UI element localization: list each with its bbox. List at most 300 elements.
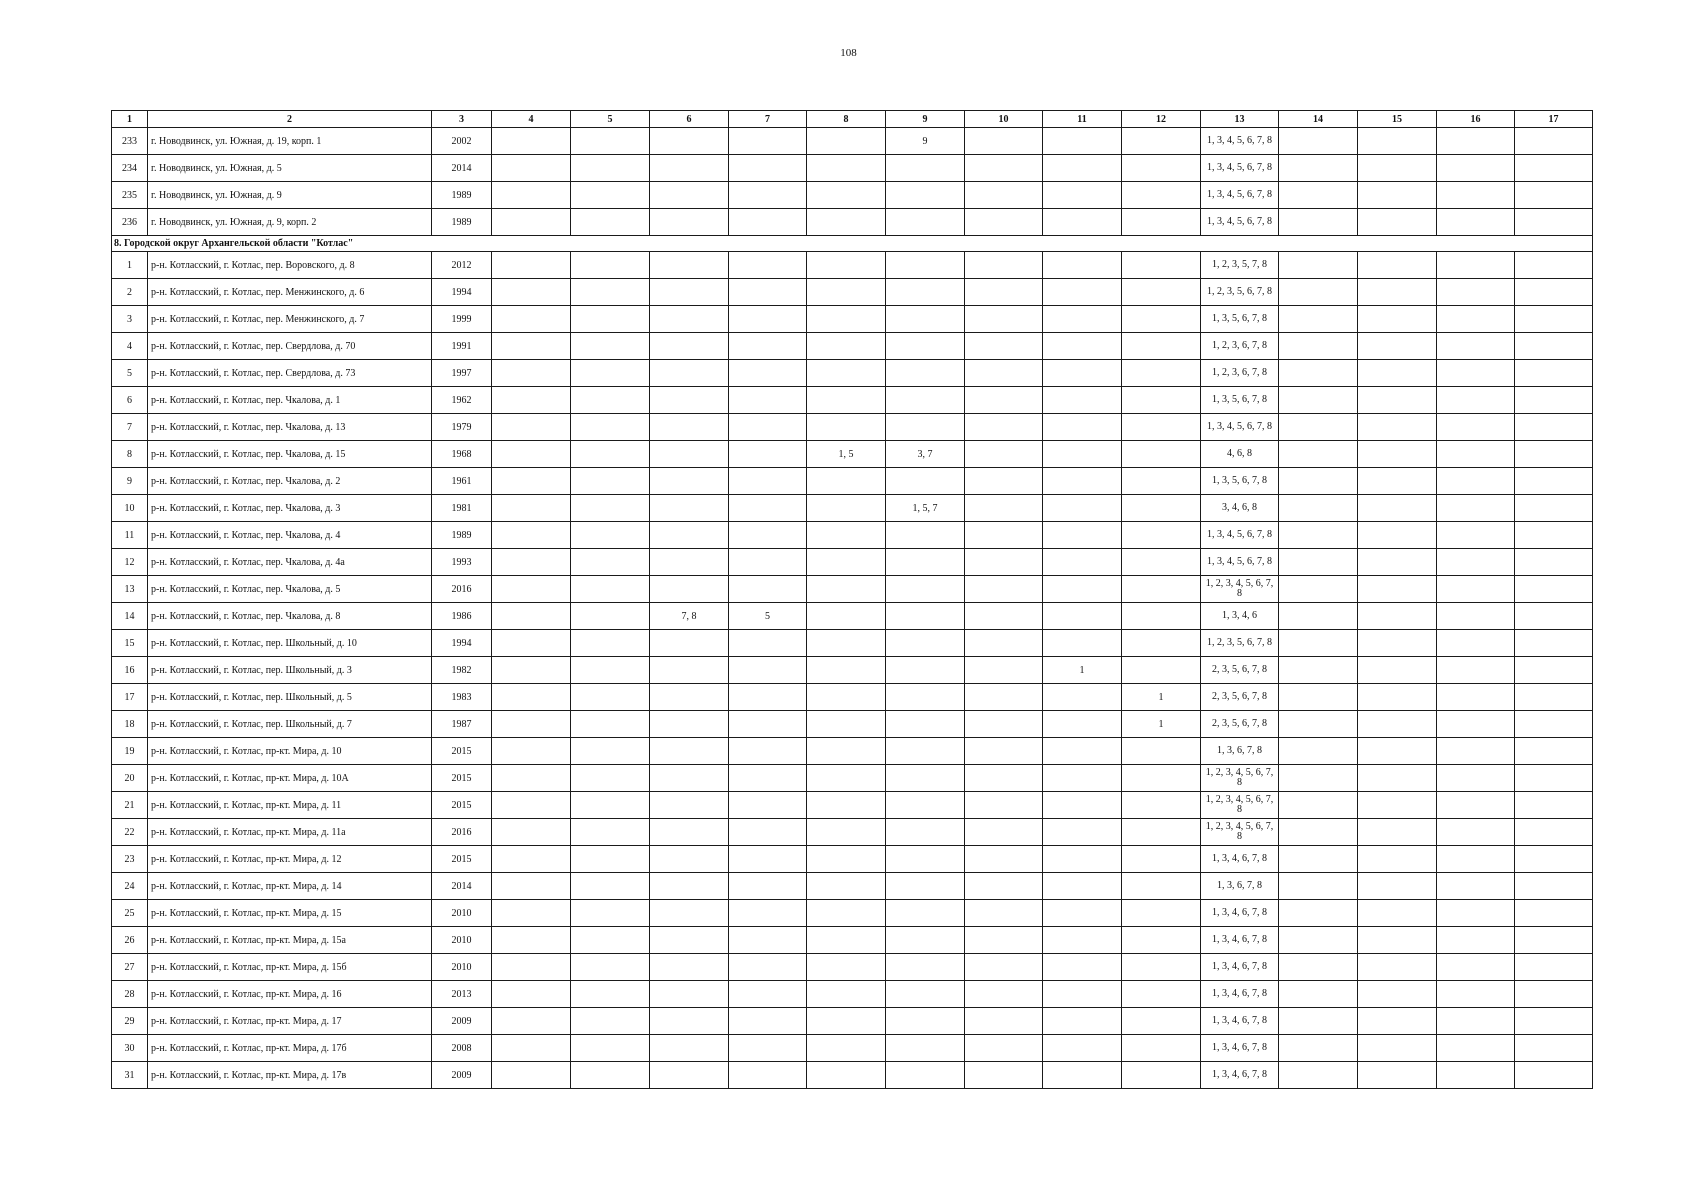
row-number-cell: 12 xyxy=(112,549,148,576)
col-8-cell xyxy=(807,387,886,414)
col-7-cell xyxy=(729,711,807,738)
col-16-cell xyxy=(1437,657,1515,684)
col-4-cell xyxy=(492,252,571,279)
col-6-cell xyxy=(650,495,729,522)
col-17-cell xyxy=(1515,128,1593,155)
section-title: 8. Городской округ Архангельской области "Котлас" xyxy=(112,236,1593,252)
col-11-cell xyxy=(1043,182,1122,209)
col-14-cell xyxy=(1279,900,1358,927)
col-12-cell xyxy=(1122,387,1201,414)
col-4-cell xyxy=(492,522,571,549)
col-11-cell xyxy=(1043,441,1122,468)
col-8-cell xyxy=(807,1035,886,1062)
column-header: 11 xyxy=(1043,111,1122,128)
col-10-cell xyxy=(965,279,1043,306)
year-cell: 1968 xyxy=(432,441,492,468)
col-6-cell xyxy=(650,306,729,333)
col-9-cell xyxy=(886,765,965,792)
col-9-cell xyxy=(886,927,965,954)
header-row xyxy=(112,111,1593,128)
col-10-cell xyxy=(965,182,1043,209)
col-14-cell xyxy=(1279,1035,1358,1062)
col-5-cell xyxy=(571,182,650,209)
col-7-cell xyxy=(729,846,807,873)
col-8-cell xyxy=(807,792,886,819)
col-12-cell xyxy=(1122,414,1201,441)
col-9-cell xyxy=(886,522,965,549)
address-cell: р-н. Котласский, г. Котлас, пр-кт. Мира, д. 10А xyxy=(148,765,432,792)
works-list-cell: 1, 2, 3, 5, 6, 7, 8 xyxy=(1201,279,1279,306)
col-12-cell xyxy=(1122,603,1201,630)
col-17-cell xyxy=(1515,1035,1593,1062)
col-16-cell xyxy=(1437,414,1515,441)
col-10-cell xyxy=(965,549,1043,576)
col-17-cell xyxy=(1515,684,1593,711)
year-cell: 1986 xyxy=(432,603,492,630)
col-15-cell xyxy=(1358,1008,1437,1035)
col-4-cell xyxy=(492,954,571,981)
col-5-cell xyxy=(571,279,650,306)
col-15-cell xyxy=(1358,765,1437,792)
col-5-cell xyxy=(571,209,650,236)
col-16-cell xyxy=(1437,927,1515,954)
col-11-cell xyxy=(1043,927,1122,954)
col-12-cell xyxy=(1122,1008,1201,1035)
address-cell: р-н. Котласский, г. Котлас, пер. Чкалова, д. 4 xyxy=(148,522,432,549)
col-6-cell: 7, 8 xyxy=(650,603,729,630)
column-header: 17 xyxy=(1515,111,1593,128)
col-15-cell xyxy=(1358,306,1437,333)
address-cell: р-н. Котласский, г. Котлас, пер. Школьный, д. 5 xyxy=(148,684,432,711)
col-11-cell xyxy=(1043,306,1122,333)
works-list-cell: 1, 3, 5, 6, 7, 8 xyxy=(1201,306,1279,333)
row-number-cell: 2 xyxy=(112,279,148,306)
col-12-cell xyxy=(1122,873,1201,900)
col-9-cell xyxy=(886,468,965,495)
page-number: 108 xyxy=(840,47,857,59)
address-cell: р-н. Котласский, г. Котлас, пер. Чкалова, д. 3 xyxy=(148,495,432,522)
col-7-cell xyxy=(729,576,807,603)
col-8-cell xyxy=(807,468,886,495)
col-15-cell xyxy=(1358,684,1437,711)
col-8-cell xyxy=(807,873,886,900)
col-17-cell xyxy=(1515,306,1593,333)
col-9-cell xyxy=(886,155,965,182)
col-12-cell xyxy=(1122,954,1201,981)
works-list-cell: 1, 3, 4, 6, 7, 8 xyxy=(1201,954,1279,981)
address-cell: р-н. Котласский, г. Котлас, пер. Чкалова, д. 5 xyxy=(148,576,432,603)
table-row xyxy=(112,954,1593,981)
col-10-cell xyxy=(965,630,1043,657)
col-17-cell xyxy=(1515,1062,1593,1089)
works-list-cell: 1, 3, 4, 6, 7, 8 xyxy=(1201,981,1279,1008)
year-cell: 1991 xyxy=(432,333,492,360)
col-14-cell xyxy=(1279,819,1358,846)
address-cell: р-н. Котласский, г. Котлас, пер. Чкалова, д. 13 xyxy=(148,414,432,441)
col-9-cell xyxy=(886,900,965,927)
col-14-cell xyxy=(1279,279,1358,306)
col-15-cell xyxy=(1358,576,1437,603)
col-16-cell xyxy=(1437,279,1515,306)
col-8-cell xyxy=(807,603,886,630)
works-list-cell: 1, 3, 5, 6, 7, 8 xyxy=(1201,468,1279,495)
col-4-cell xyxy=(492,819,571,846)
col-17-cell xyxy=(1515,1008,1593,1035)
col-12-cell xyxy=(1122,738,1201,765)
col-16-cell xyxy=(1437,792,1515,819)
column-header: 3 xyxy=(432,111,492,128)
col-17-cell xyxy=(1515,495,1593,522)
col-14-cell xyxy=(1279,128,1358,155)
col-8-cell xyxy=(807,657,886,684)
row-number-cell: 28 xyxy=(112,981,148,1008)
row-number-cell: 6 xyxy=(112,387,148,414)
year-cell: 1989 xyxy=(432,182,492,209)
works-list-cell: 1, 3, 4, 6, 7, 8 xyxy=(1201,1035,1279,1062)
year-cell: 2015 xyxy=(432,738,492,765)
address-cell: р-н. Котласский, г. Котлас, пер. Чкалова, д. 8 xyxy=(148,603,432,630)
col-7-cell xyxy=(729,954,807,981)
col-4-cell xyxy=(492,981,571,1008)
col-12-cell xyxy=(1122,900,1201,927)
column-header: 5 xyxy=(571,111,650,128)
year-cell: 2014 xyxy=(432,155,492,182)
col-17-cell xyxy=(1515,155,1593,182)
table-row xyxy=(112,684,1593,711)
col-5-cell xyxy=(571,819,650,846)
col-10-cell xyxy=(965,333,1043,360)
col-8-cell xyxy=(807,333,886,360)
col-5-cell xyxy=(571,360,650,387)
col-10-cell xyxy=(965,846,1043,873)
col-6-cell xyxy=(650,792,729,819)
address-cell: р-н. Котласский, г. Котлас, пр-кт. Мира, д. 15а xyxy=(148,927,432,954)
col-15-cell xyxy=(1358,182,1437,209)
col-6-cell xyxy=(650,155,729,182)
col-7-cell xyxy=(729,927,807,954)
table-row xyxy=(112,1062,1593,1089)
col-17-cell xyxy=(1515,414,1593,441)
column-header: 12 xyxy=(1122,111,1201,128)
col-7-cell xyxy=(729,1008,807,1035)
col-14-cell xyxy=(1279,657,1358,684)
col-4-cell xyxy=(492,279,571,306)
col-9-cell xyxy=(886,1008,965,1035)
col-10-cell xyxy=(965,441,1043,468)
works-list-cell: 1, 3, 4, 5, 6, 7, 8 xyxy=(1201,182,1279,209)
col-8-cell xyxy=(807,846,886,873)
col-10-cell xyxy=(965,468,1043,495)
col-4-cell xyxy=(492,495,571,522)
col-5-cell xyxy=(571,846,650,873)
col-9-cell xyxy=(886,333,965,360)
col-11-cell xyxy=(1043,1035,1122,1062)
col-4-cell xyxy=(492,684,571,711)
col-10-cell xyxy=(965,927,1043,954)
col-14-cell xyxy=(1279,954,1358,981)
col-14-cell xyxy=(1279,549,1358,576)
col-16-cell xyxy=(1437,306,1515,333)
col-14-cell xyxy=(1279,792,1358,819)
col-14-cell xyxy=(1279,873,1358,900)
col-17-cell xyxy=(1515,657,1593,684)
col-12-cell xyxy=(1122,549,1201,576)
table-row xyxy=(112,1035,1593,1062)
col-14-cell xyxy=(1279,522,1358,549)
col-9-cell xyxy=(886,549,965,576)
col-5-cell xyxy=(571,495,650,522)
col-11-cell xyxy=(1043,549,1122,576)
row-number-cell: 31 xyxy=(112,1062,148,1089)
col-17-cell xyxy=(1515,252,1593,279)
col-17-cell xyxy=(1515,576,1593,603)
col-7-cell xyxy=(729,306,807,333)
works-list-cell: 1, 3, 6, 7, 8 xyxy=(1201,873,1279,900)
table-row xyxy=(112,209,1593,236)
row-number-cell: 236 xyxy=(112,209,148,236)
col-15-cell xyxy=(1358,279,1437,306)
col-7-cell xyxy=(729,252,807,279)
col-16-cell xyxy=(1437,549,1515,576)
col-15-cell xyxy=(1358,738,1437,765)
col-9-cell xyxy=(886,954,965,981)
col-14-cell xyxy=(1279,252,1358,279)
col-6-cell xyxy=(650,182,729,209)
col-8-cell xyxy=(807,1008,886,1035)
row-number-cell: 3 xyxy=(112,306,148,333)
works-list-cell: 1, 3, 4, 6, 7, 8 xyxy=(1201,846,1279,873)
row-number-cell: 24 xyxy=(112,873,148,900)
col-15-cell xyxy=(1358,155,1437,182)
col-7-cell xyxy=(729,1035,807,1062)
column-header: 6 xyxy=(650,111,729,128)
works-list-cell: 1, 3, 4, 6, 7, 8 xyxy=(1201,900,1279,927)
col-10-cell xyxy=(965,738,1043,765)
col-11-cell xyxy=(1043,468,1122,495)
col-16-cell xyxy=(1437,155,1515,182)
row-number-cell: 4 xyxy=(112,333,148,360)
col-16-cell xyxy=(1437,684,1515,711)
col-15-cell xyxy=(1358,900,1437,927)
address-cell: р-н. Котласский, г. Котлас, пер. Школьный, д. 7 xyxy=(148,711,432,738)
col-17-cell xyxy=(1515,738,1593,765)
col-9-cell xyxy=(886,711,965,738)
works-list-cell: 2, 3, 5, 6, 7, 8 xyxy=(1201,657,1279,684)
col-7-cell xyxy=(729,873,807,900)
year-cell: 1999 xyxy=(432,306,492,333)
col-4-cell xyxy=(492,576,571,603)
col-14-cell xyxy=(1279,738,1358,765)
col-11-cell xyxy=(1043,576,1122,603)
address-cell: р-н. Котласский, г. Котлас, пр-кт. Мира, д. 12 xyxy=(148,846,432,873)
col-5-cell xyxy=(571,549,650,576)
col-8-cell xyxy=(807,252,886,279)
col-12-cell xyxy=(1122,279,1201,306)
table-row xyxy=(112,738,1593,765)
col-15-cell xyxy=(1358,387,1437,414)
column-header: 7 xyxy=(729,111,807,128)
col-11-cell xyxy=(1043,873,1122,900)
col-6-cell xyxy=(650,819,729,846)
col-5-cell xyxy=(571,306,650,333)
col-6-cell xyxy=(650,441,729,468)
col-16-cell xyxy=(1437,954,1515,981)
column-header: 1 xyxy=(112,111,148,128)
year-cell: 2009 xyxy=(432,1008,492,1035)
col-7-cell xyxy=(729,684,807,711)
col-4-cell xyxy=(492,711,571,738)
col-15-cell xyxy=(1358,873,1437,900)
col-6-cell xyxy=(650,279,729,306)
col-11-cell xyxy=(1043,900,1122,927)
col-4-cell xyxy=(492,738,571,765)
col-12-cell xyxy=(1122,1062,1201,1089)
row-number-cell: 233 xyxy=(112,128,148,155)
year-cell: 2015 xyxy=(432,765,492,792)
col-8-cell xyxy=(807,360,886,387)
works-list-cell: 1, 2, 3, 4, 5, 6, 7, 8 xyxy=(1201,819,1279,846)
table-row xyxy=(112,414,1593,441)
col-16-cell xyxy=(1437,630,1515,657)
year-cell: 1997 xyxy=(432,360,492,387)
col-11-cell xyxy=(1043,738,1122,765)
col-14-cell xyxy=(1279,981,1358,1008)
row-number-cell: 20 xyxy=(112,765,148,792)
address-cell: р-н. Котласский, г. Котлас, пр-кт. Мира, д. 11а xyxy=(148,819,432,846)
works-list-cell: 1, 2, 3, 6, 7, 8 xyxy=(1201,360,1279,387)
col-16-cell xyxy=(1437,738,1515,765)
col-4-cell xyxy=(492,873,571,900)
col-11-cell xyxy=(1043,630,1122,657)
col-14-cell xyxy=(1279,630,1358,657)
works-list-cell: 1, 3, 4, 6, 7, 8 xyxy=(1201,1008,1279,1035)
col-6-cell xyxy=(650,954,729,981)
row-number-cell: 21 xyxy=(112,792,148,819)
table-row xyxy=(112,846,1593,873)
col-17-cell xyxy=(1515,468,1593,495)
col-15-cell xyxy=(1358,414,1437,441)
address-cell: р-н. Котласский, г. Котлас, пр-кт. Мира, д. 15 xyxy=(148,900,432,927)
col-17-cell xyxy=(1515,765,1593,792)
col-14-cell xyxy=(1279,182,1358,209)
col-8-cell xyxy=(807,981,886,1008)
col-6-cell xyxy=(650,333,729,360)
works-list-cell: 1, 3, 4, 5, 6, 7, 8 xyxy=(1201,549,1279,576)
row-number-cell: 25 xyxy=(112,900,148,927)
col-11-cell xyxy=(1043,279,1122,306)
col-5-cell xyxy=(571,414,650,441)
col-5-cell xyxy=(571,1008,650,1035)
col-16-cell xyxy=(1437,1062,1515,1089)
col-12-cell xyxy=(1122,819,1201,846)
col-15-cell xyxy=(1358,981,1437,1008)
col-8-cell xyxy=(807,522,886,549)
year-cell: 1994 xyxy=(432,630,492,657)
col-16-cell xyxy=(1437,360,1515,387)
address-cell: р-н. Котласский, г. Котлас, пер. Школьный, д. 3 xyxy=(148,657,432,684)
table-row xyxy=(112,603,1593,630)
col-16-cell xyxy=(1437,873,1515,900)
col-12-cell xyxy=(1122,765,1201,792)
year-cell: 1982 xyxy=(432,657,492,684)
col-14-cell xyxy=(1279,209,1358,236)
col-14-cell xyxy=(1279,414,1358,441)
col-5-cell xyxy=(571,441,650,468)
col-9-cell xyxy=(886,630,965,657)
row-number-cell: 9 xyxy=(112,468,148,495)
col-16-cell xyxy=(1437,182,1515,209)
year-cell: 2010 xyxy=(432,954,492,981)
row-number-cell: 14 xyxy=(112,603,148,630)
col-9-cell: 9 xyxy=(886,128,965,155)
row-number-cell: 23 xyxy=(112,846,148,873)
col-17-cell xyxy=(1515,209,1593,236)
col-4-cell xyxy=(492,1035,571,1062)
col-17-cell xyxy=(1515,387,1593,414)
address-cell: р-н. Котласский, г. Котлас, пер. Свердлова, д. 70 xyxy=(148,333,432,360)
col-16-cell xyxy=(1437,495,1515,522)
col-15-cell xyxy=(1358,792,1437,819)
address-cell: р-н. Котласский, г. Котлас, пр-кт. Мира, д. 17 xyxy=(148,1008,432,1035)
col-10-cell xyxy=(965,128,1043,155)
col-9-cell xyxy=(886,209,965,236)
col-6-cell xyxy=(650,1035,729,1062)
col-9-cell xyxy=(886,279,965,306)
col-16-cell xyxy=(1437,1035,1515,1062)
table-row xyxy=(112,128,1593,155)
row-number-cell: 17 xyxy=(112,684,148,711)
col-6-cell xyxy=(650,360,729,387)
col-6-cell xyxy=(650,252,729,279)
col-17-cell xyxy=(1515,981,1593,1008)
col-10-cell xyxy=(965,1062,1043,1089)
col-12-cell: 1 xyxy=(1122,711,1201,738)
col-8-cell xyxy=(807,576,886,603)
works-list-cell: 1, 2, 3, 5, 7, 8 xyxy=(1201,252,1279,279)
col-9-cell xyxy=(886,1035,965,1062)
col-6-cell xyxy=(650,630,729,657)
col-15-cell xyxy=(1358,441,1437,468)
col-7-cell xyxy=(729,549,807,576)
col-11-cell xyxy=(1043,684,1122,711)
col-12-cell xyxy=(1122,209,1201,236)
col-8-cell xyxy=(807,495,886,522)
col-7-cell xyxy=(729,414,807,441)
address-cell: р-н. Котласский, г. Котлас, пер. Воровского, д. 8 xyxy=(148,252,432,279)
col-11-cell xyxy=(1043,765,1122,792)
col-7-cell xyxy=(729,441,807,468)
col-4-cell xyxy=(492,306,571,333)
col-7-cell xyxy=(729,333,807,360)
works-list-cell: 1, 3, 4, 6 xyxy=(1201,603,1279,630)
row-number-cell: 1 xyxy=(112,252,148,279)
works-list-cell: 3, 4, 6, 8 xyxy=(1201,495,1279,522)
col-8-cell xyxy=(807,414,886,441)
col-9-cell xyxy=(886,792,965,819)
col-9-cell xyxy=(886,657,965,684)
col-12-cell xyxy=(1122,333,1201,360)
col-14-cell xyxy=(1279,684,1358,711)
col-11-cell xyxy=(1043,522,1122,549)
col-16-cell xyxy=(1437,603,1515,630)
col-16-cell xyxy=(1437,711,1515,738)
col-10-cell xyxy=(965,1035,1043,1062)
table-row xyxy=(112,360,1593,387)
col-8-cell xyxy=(807,711,886,738)
row-number-cell: 18 xyxy=(112,711,148,738)
col-17-cell xyxy=(1515,630,1593,657)
col-15-cell xyxy=(1358,252,1437,279)
